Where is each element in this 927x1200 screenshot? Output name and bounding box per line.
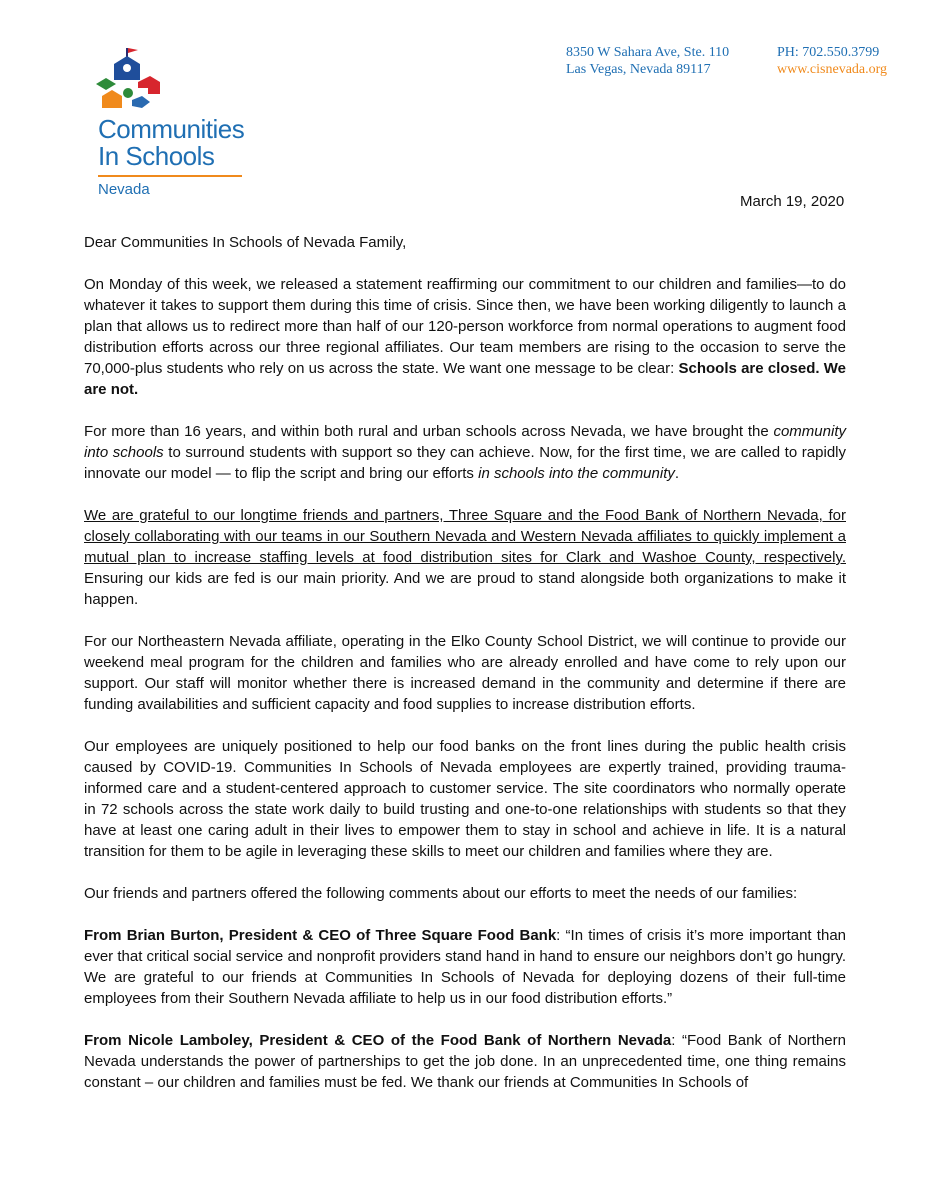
quote-food-bank-attribution: From Nicole Lamboley, President & CEO of the Food Bank of Northern Nevada bbox=[84, 1032, 672, 1049]
quote-three-square-attribution: From Brian Burton, President & CEO of Three Square Food Bank bbox=[84, 927, 557, 944]
paragraph-1-text: On Monday of this week, we released a statement reaffirming our commitment to our children and families—to do whatever it takes to support them during this time of crisis. Since then, we have been working diligently to launch a plan that allows us to redirect more than half of our 120-person workforce from normal operations to augment food distribution efforts across our three regional affiliates. Our team members are rising to the occasion to serve the 70,000-plus students who rely on us across the state. We want one message to be clear: bbox=[84, 276, 846, 377]
paragraph-2-c: to surround students with support so they can achieve. Now, for the first time, we are called to rapidly innovate our model — to flip the script and bring our efforts bbox=[84, 444, 846, 482]
paragraph-3 bbox=[84, 505, 846, 610]
paragraph-1-bold: Schools are closed. We are not. bbox=[84, 360, 846, 398]
quote-three-square-text: : “In times of crisis it’s more important than ever that critical social service and nonprofit providers stand hand in hand to ensure our neighbors don’t go hungry. We are grateful to our friends at Communities In Schools of Nevada for deploying dozens of their full-time employees from their Southern Nevada affiliate to help us in our food distribution efforts.” bbox=[84, 927, 847, 1007]
address-line1: 8350 W Sahara Ave, Ste. 110 bbox=[566, 45, 730, 60]
letter-body bbox=[84, 232, 846, 1114]
paragraph-3-underlined: We are grateful to our longtime friends and partners, Three Square and the Food Bank of Northern Nevada, for closely collaborating with our teams in our Southern Nevada and Western Nevada affiliates to quickly implement a mutual plan to increase staffing levels at food distribution sites for Clark and Washoe County, respectively. bbox=[84, 507, 846, 566]
paragraph-2 bbox=[84, 421, 846, 484]
paragraph-2-italic-1: community into schools bbox=[84, 423, 846, 461]
quote-three-square bbox=[84, 925, 846, 1009]
org-name-line1: Communities bbox=[98, 114, 245, 144]
schoolhouse-logo-icon bbox=[92, 46, 162, 112]
org-name-line2: In Schools bbox=[98, 141, 215, 171]
quote-food-bank-northern-nevada bbox=[84, 1030, 846, 1093]
paragraph-2-e: . bbox=[674, 465, 680, 482]
quote-food-bank-text: : “Food Bank of Northern Nevada understands the power of partnerships to get the job done. In an unprecedented time, one thing remains constant – our children and families must be fed. We thank our friends at Communities In Schools of bbox=[84, 1032, 846, 1091]
paragraph-3-rest: Ensuring our kids are fed is our main priority. And we are proud to stand alongside both organizations to make it happen. bbox=[84, 570, 846, 608]
salutation: Dear Communities In Schools of Nevada Family, bbox=[84, 234, 407, 251]
letter-date: March 19, 2020 bbox=[740, 193, 845, 210]
org-state: Nevada bbox=[98, 181, 150, 198]
phone-number: PH: 702.550.3799 bbox=[777, 45, 880, 60]
address-block bbox=[566, 44, 729, 78]
paragraph-4: For our Northeastern Nevada affiliate, operating in the Elko County School District, we will continue to provide our weekend meal program for the children and families who are already enrolled and have come to rely upon our support. Our staff will monitor whether there is increased demand in the community and determine if there are funding availabilities and sufficient capacity and food supplies to increase distribution efforts. bbox=[84, 633, 846, 713]
paragraph-2-a: For more than 16 years, and within both rural and urban schools across Nevada, we have brought the bbox=[84, 423, 774, 440]
address-line2: Las Vegas, Nevada 89117 bbox=[566, 62, 711, 77]
logo-divider bbox=[98, 175, 242, 177]
paragraph-6: Our friends and partners offered the following comments about our efforts to meet the needs of our families: bbox=[84, 885, 798, 902]
contact-block bbox=[777, 44, 887, 78]
paragraph-5: Our employees are uniquely positioned to help our food banks on the front lines during the public health crisis caused by COVID-19. Communities In Schools of Nevada employees are expertly trained, providing trauma-informed care and a student-centered approach to customer service. The site coordinators who normally operate in 72 schools across the state work daily to build trusting and one-to-one relationships with students so that they have at least one caring adult in their lives to empower them to stay in school and achieve in life. It is a natural transition for them to be agile in leveraging these skills to meet our children and families where they are. bbox=[84, 738, 846, 860]
paragraph-1 bbox=[84, 274, 846, 400]
paragraph-2-italic-2: in schools into the community bbox=[478, 465, 675, 482]
logo bbox=[92, 46, 262, 198]
website-link[interactable]: www.cisnevada.org bbox=[777, 62, 888, 77]
